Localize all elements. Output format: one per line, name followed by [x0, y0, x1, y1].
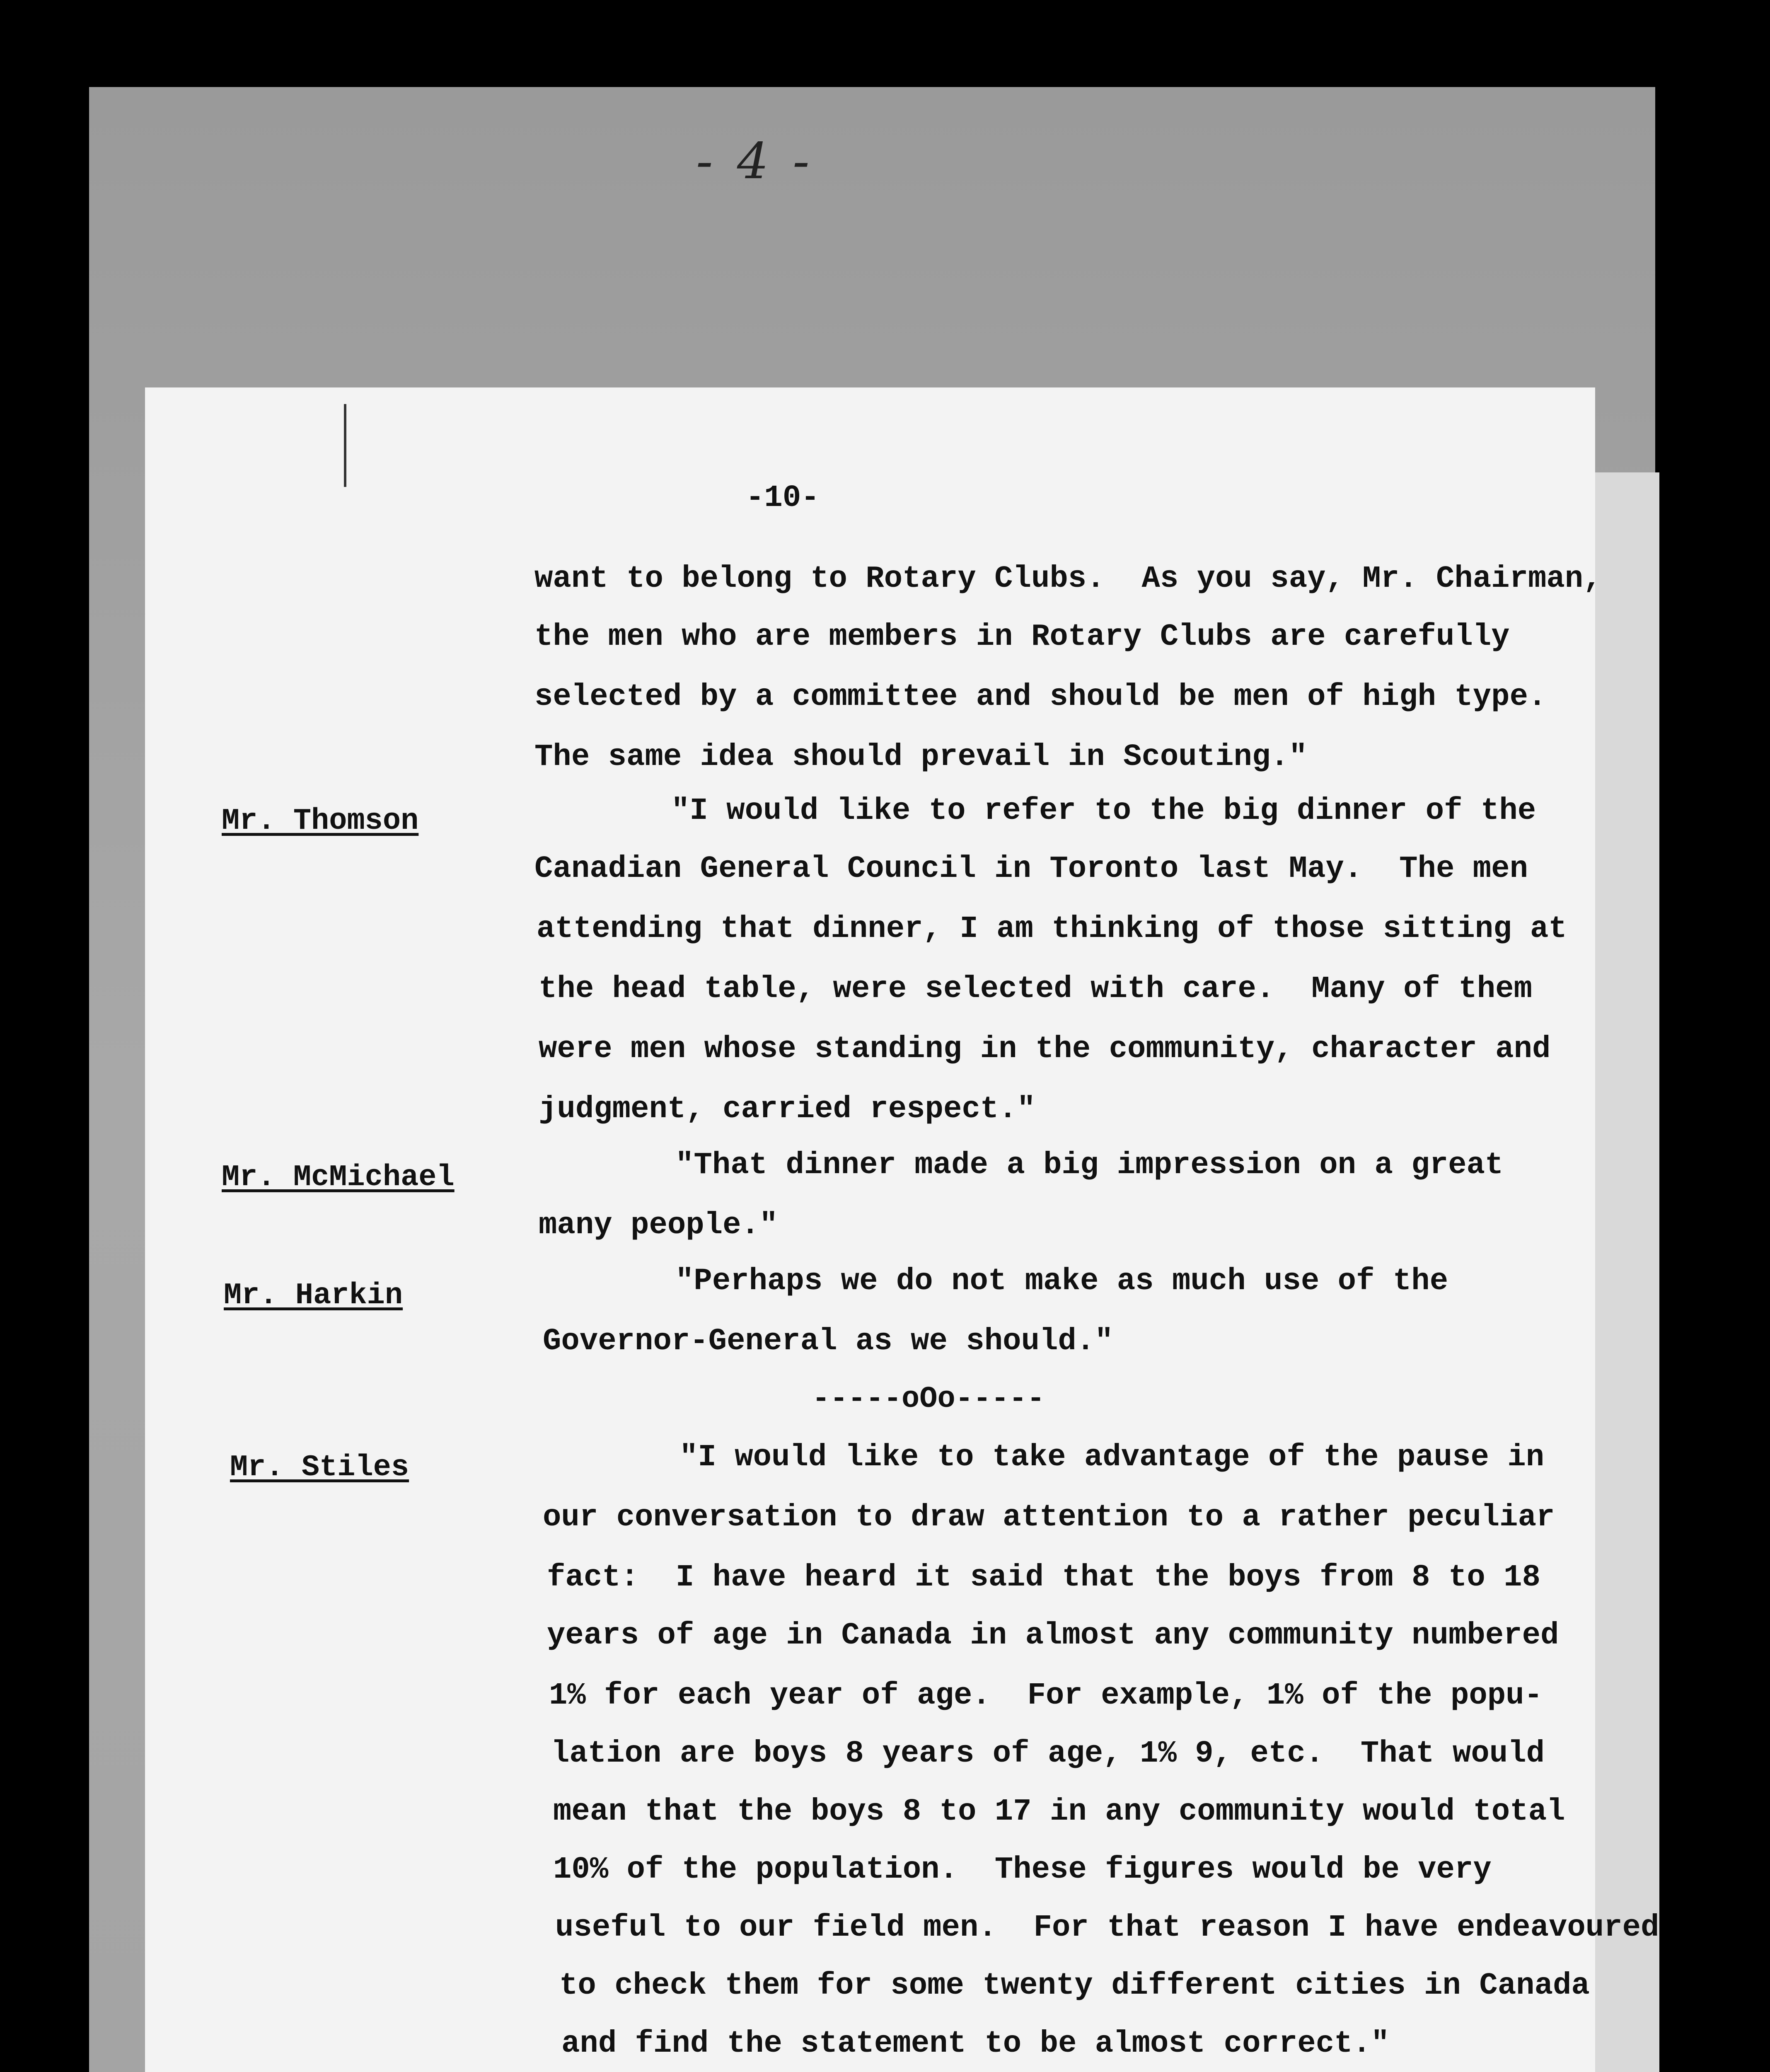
text-line: fact: I have heard it said that the boys from 8 to 18 [547, 1560, 1540, 1595]
text-line: "That dinner made a big impression on a great [675, 1148, 1504, 1183]
text-line: Canadian General Council in Toronto last May. The men [534, 852, 1528, 886]
text-line: the men who are members in Rotary Clubs are carefully [534, 620, 1510, 654]
paper-edge [1595, 472, 1659, 2072]
text-line: the head table, were selected with care. Many of them [539, 972, 1532, 1007]
speaker-stiles: Mr. Stiles [230, 1450, 409, 1484]
typed-page-number: -10- [746, 481, 820, 516]
text-line: "I would like to take advantage of the pause in [679, 1440, 1545, 1475]
handwritten-page-number: - 4 - [696, 133, 814, 190]
speaker-harkin: Mr. Harkin [224, 1278, 403, 1312]
margin-mark [344, 404, 346, 487]
text-line: "I would like to refer to the big dinner of the [671, 794, 1536, 828]
text-line: Governor-General as we should." [543, 1324, 1113, 1359]
text-line: useful to our field men. For that reason I have endeavoured [555, 1910, 1659, 1945]
speaker-mcmichael: Mr. McMichael [222, 1160, 455, 1194]
text-line: our conversation to draw attention to a rather peculiar [543, 1500, 1555, 1535]
text-line: want to belong to Rotary Clubs. As you say, Mr. Chairman, [534, 562, 1602, 596]
text-line: many people." [539, 1208, 778, 1243]
text-line: attending that dinner, I am thinking of those sitting at [537, 912, 1567, 946]
text-line: judgment, carried respect." [539, 1092, 1035, 1127]
text-line: The same idea should prevail in Scouting." [534, 740, 1308, 775]
text-line: "Perhaps we do not make as much use of the [675, 1264, 1448, 1299]
speaker-thomson: Mr. Thomson [222, 804, 419, 838]
section-divider: -----oOo----- [812, 1382, 1045, 1416]
text-line: selected by a committee and should be men of high type. [534, 680, 1547, 714]
text-line: and find the statement to be almost correct." [561, 2026, 1390, 2061]
text-line: lation are boys 8 years of age, 1% 9, etc. That would [551, 1736, 1545, 1771]
text-line: 1% for each year of age. For example, 1% of the popu- [549, 1678, 1543, 1713]
text-line: were men whose standing in the community, character and [539, 1032, 1551, 1067]
text-line: mean that the boys 8 to 17 in any community would total [553, 1794, 1565, 1829]
text-line: to check them for some twenty different cities in Canada [559, 1968, 1590, 2003]
text-line: 10% of the population. These figures would be very [553, 1852, 1492, 1887]
text-line: years of age in Canada in almost any community numbered [547, 1618, 1559, 1653]
